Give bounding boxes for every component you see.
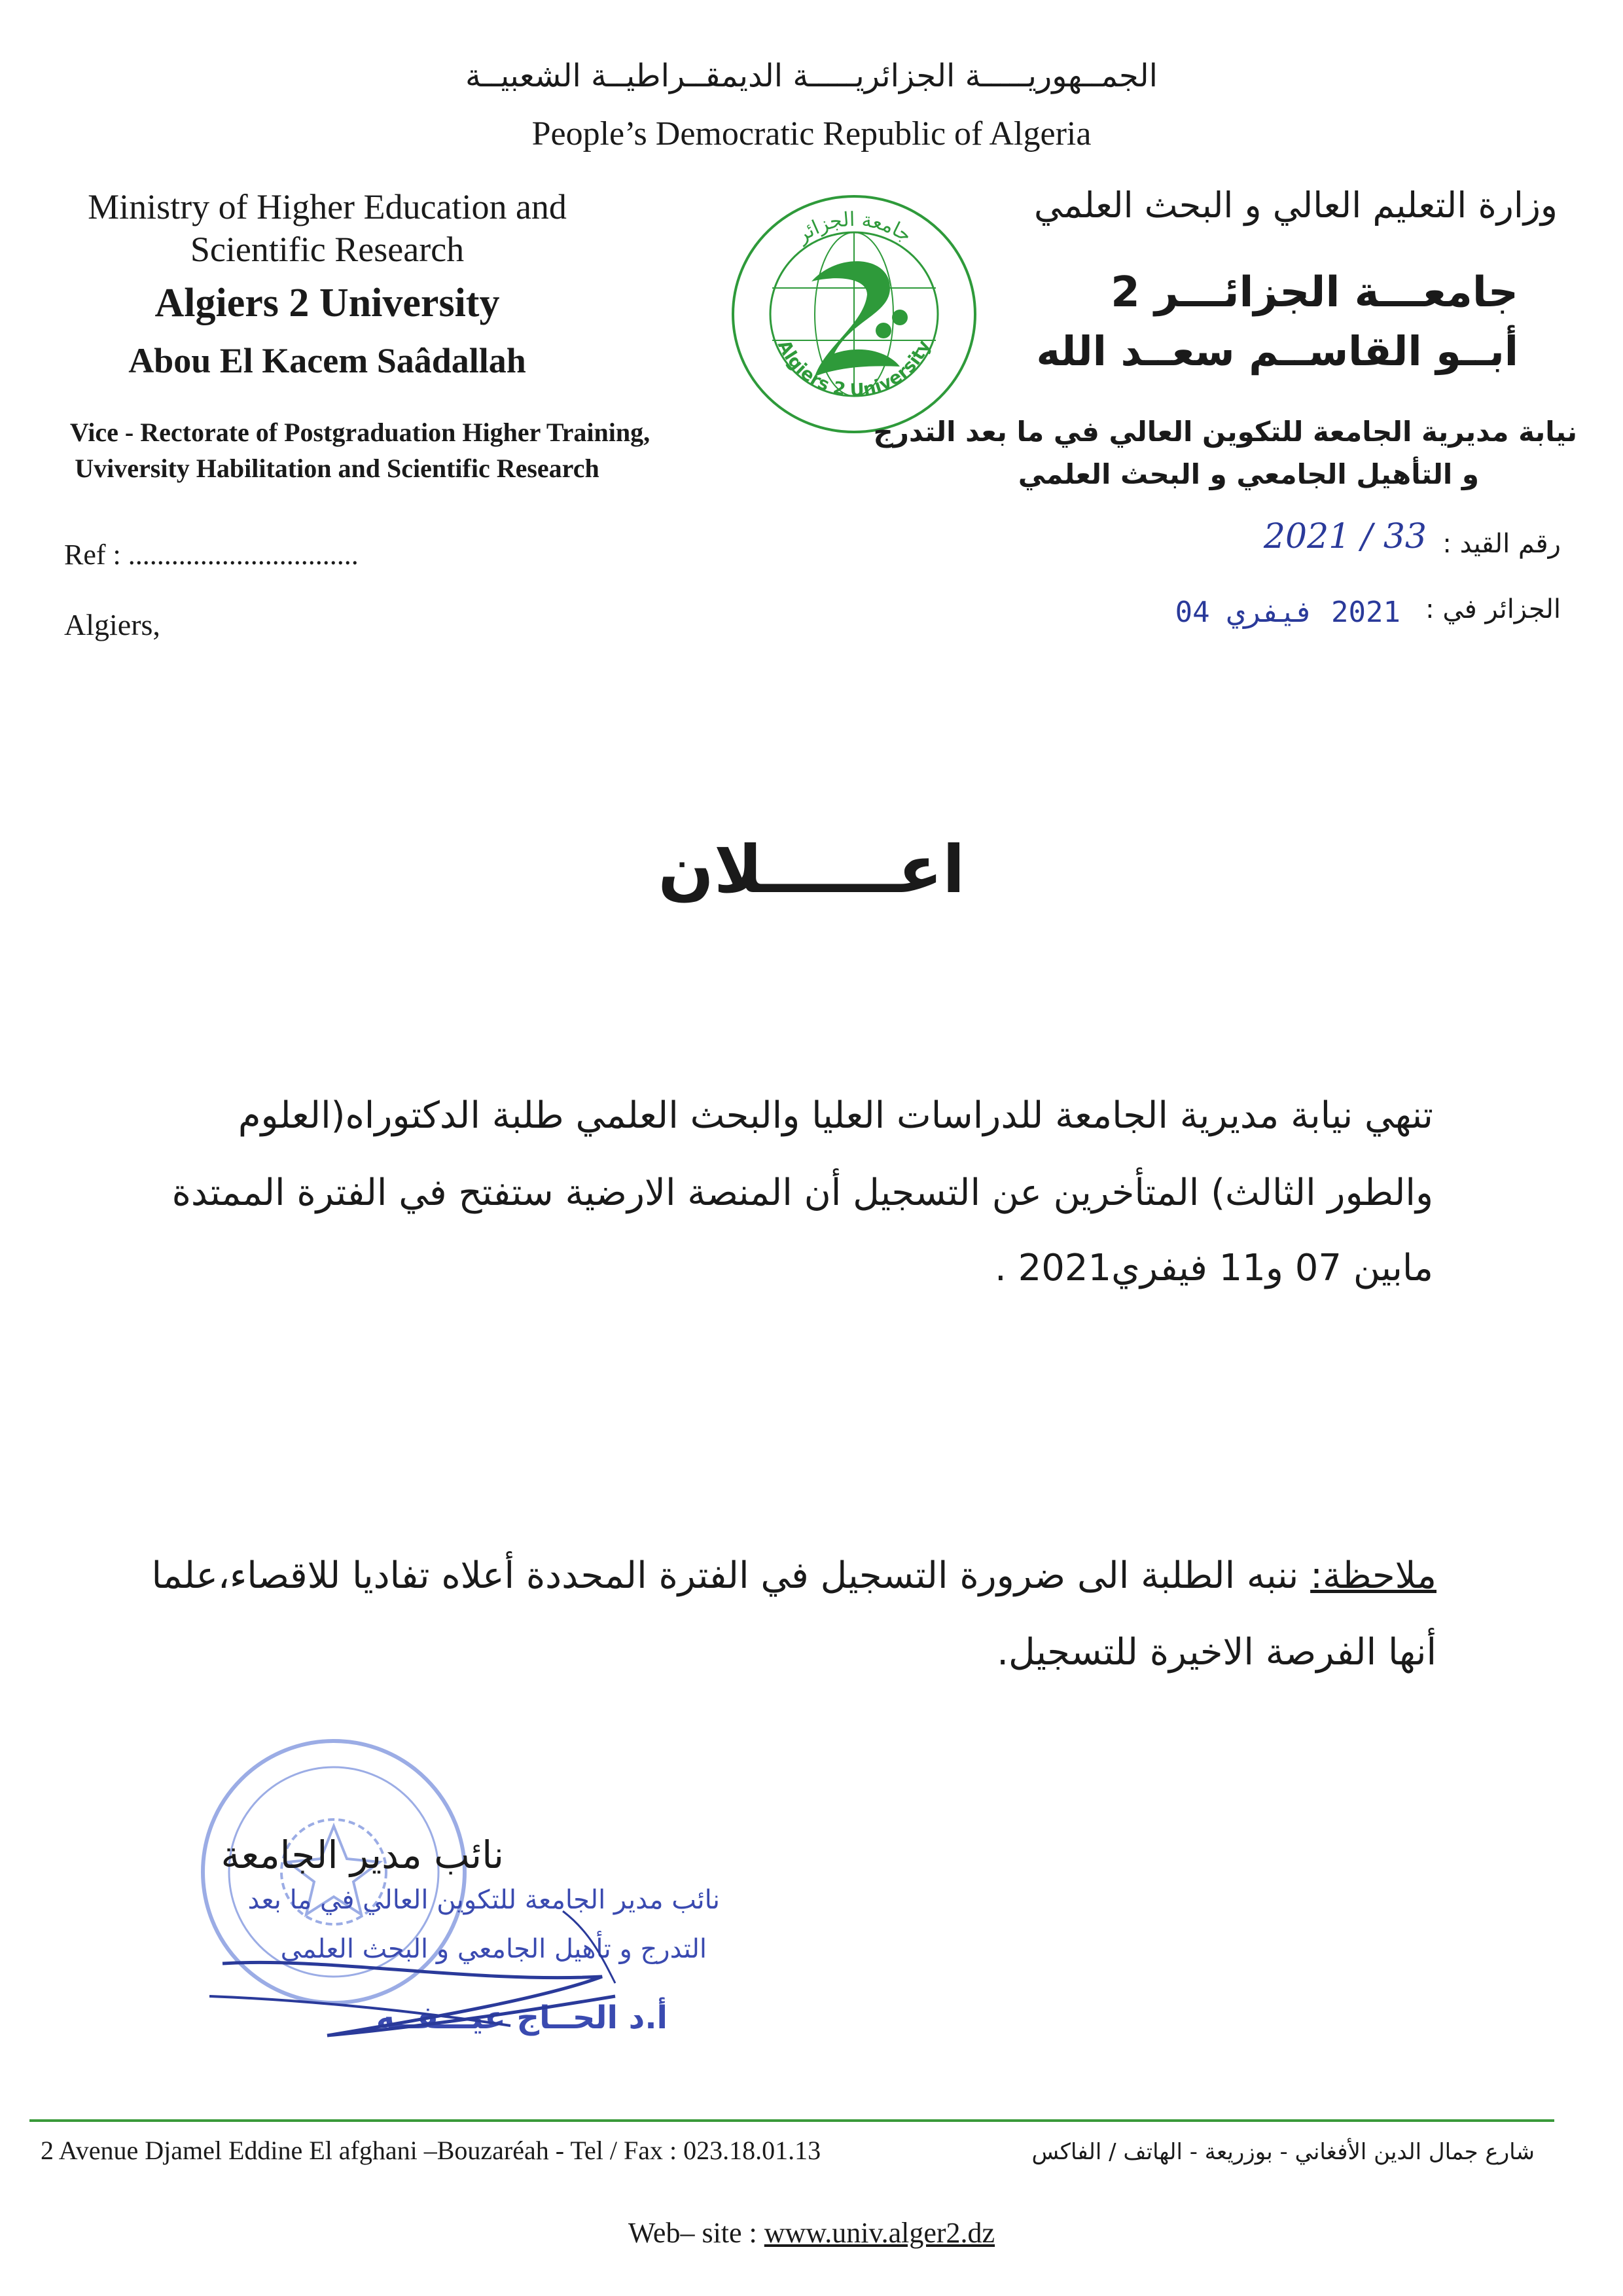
footer-address-english: 2 Avenue Djamel Eddine El afghani –Bouzaréah - Tel / Fax : 023.18.01.13 <box>41 2136 821 2165</box>
vice-rectorate-arabic-line1: نيابة مديرية الجامعة للتكوين العالي في ما بعد التدرج <box>873 416 1577 448</box>
announcement-body-line3: مابين 07 و11 فيفري2021 . <box>994 1247 1433 1289</box>
ministry-name-english-line2: Scientific Research <box>190 230 465 269</box>
stamp-text-line2: التدرج و تأهيل الجامعي و البحث العلمي <box>280 1934 707 1964</box>
date-label-arabic: الجزائر في : <box>1425 594 1561 624</box>
registration-number-label: رقم القيد : <box>1442 529 1561 559</box>
algiers-date-label: Algiers, <box>64 608 160 641</box>
university-subname-english: Abou El Kacem Saâdallah <box>128 341 526 380</box>
handwritten-signature-icon <box>196 1885 785 2055</box>
website-row <box>0 2216 1623 2250</box>
reference-field: Ref : ................................ <box>64 539 359 571</box>
university-name-arabic: جامعـــة الجزائـــر 2 <box>1111 268 1518 317</box>
website-link[interactable]: www.univ.alger2.dz <box>764 2217 995 2249</box>
republic-name-english: People’s Democratic Republic of Algeria <box>531 115 1092 152</box>
stamp-text-line1: نائب مدير الجامعة للتكوين العالي في ما بعد <box>247 1885 720 1915</box>
note-label: ملاحظة: <box>1310 1554 1436 1597</box>
logo-arc-top-text: جامعة الجزائر <box>792 207 916 247</box>
university-name-english: Algiers 2 University <box>154 281 500 325</box>
vice-rectorate-english-line1: Vice - Rectorate of Postgraduation Higher Training, <box>69 418 651 447</box>
announcement-title: اعــــــلان <box>658 831 965 908</box>
note-text-line2: أنها الفرصة الاخيرة للتسجيل. <box>997 1631 1436 1674</box>
announcement-body-line2: والطور الثالث) المتأخرين عن التسجيل أن المنصة الارضية ستفتح في الفترة الممتدة <box>171 1172 1433 1214</box>
university-logo <box>726 190 982 439</box>
vice-rectorate-arabic-line2: و التأهيل الجامعي و البحث العلمي <box>1018 458 1479 490</box>
footer-address-arabic: شارع جمال الدين الأفغاني - بوزريعة - الهاتف / الفاكس <box>1031 2139 1535 2165</box>
university-subname-arabic: أبــو القاســم سعــد الله <box>1036 327 1518 375</box>
republic-name-arabic: الجمــهوريـــــة الجزائريـــــة الديمقــراطيــة الشعبيــة <box>465 58 1158 94</box>
signatory-name: أ.د الحــاج عيـــفــه <box>376 2000 668 2036</box>
website-label: Web– site : <box>628 2217 764 2249</box>
signatory-role: نائب مدير الجامعة <box>221 1833 504 1877</box>
logo-arc-bottom-text: Algiers 2 University <box>773 336 935 401</box>
vice-rectorate-english-line2: Uviversity Habilitation and Scientific Research <box>75 454 599 483</box>
note-paragraph-line1 <box>128 1554 1436 1597</box>
footer-divider <box>29 2119 1554 2122</box>
announcement-body-line1: تنهي نيابة مديرية الجامعة للدراسات العليا والبحث العلمي طلبة الدكتوراه(العلوم <box>238 1094 1433 1137</box>
date-stamp: 2021 فيفري 04 <box>1175 596 1400 629</box>
ministry-name-english-line1: Ministry of Higher Education and <box>88 187 567 226</box>
note-text-line1: ننبه الطلبة الى ضرورة التسجيل في الفترة المحددة أعلاه تفاديا للاقصاء،علما <box>151 1554 1311 1597</box>
ministry-name-arabic: وزارة التعليم العالي و البحث العلمي <box>1033 185 1558 226</box>
registration-number-handwritten: 2021 / 33 <box>1263 517 1427 556</box>
